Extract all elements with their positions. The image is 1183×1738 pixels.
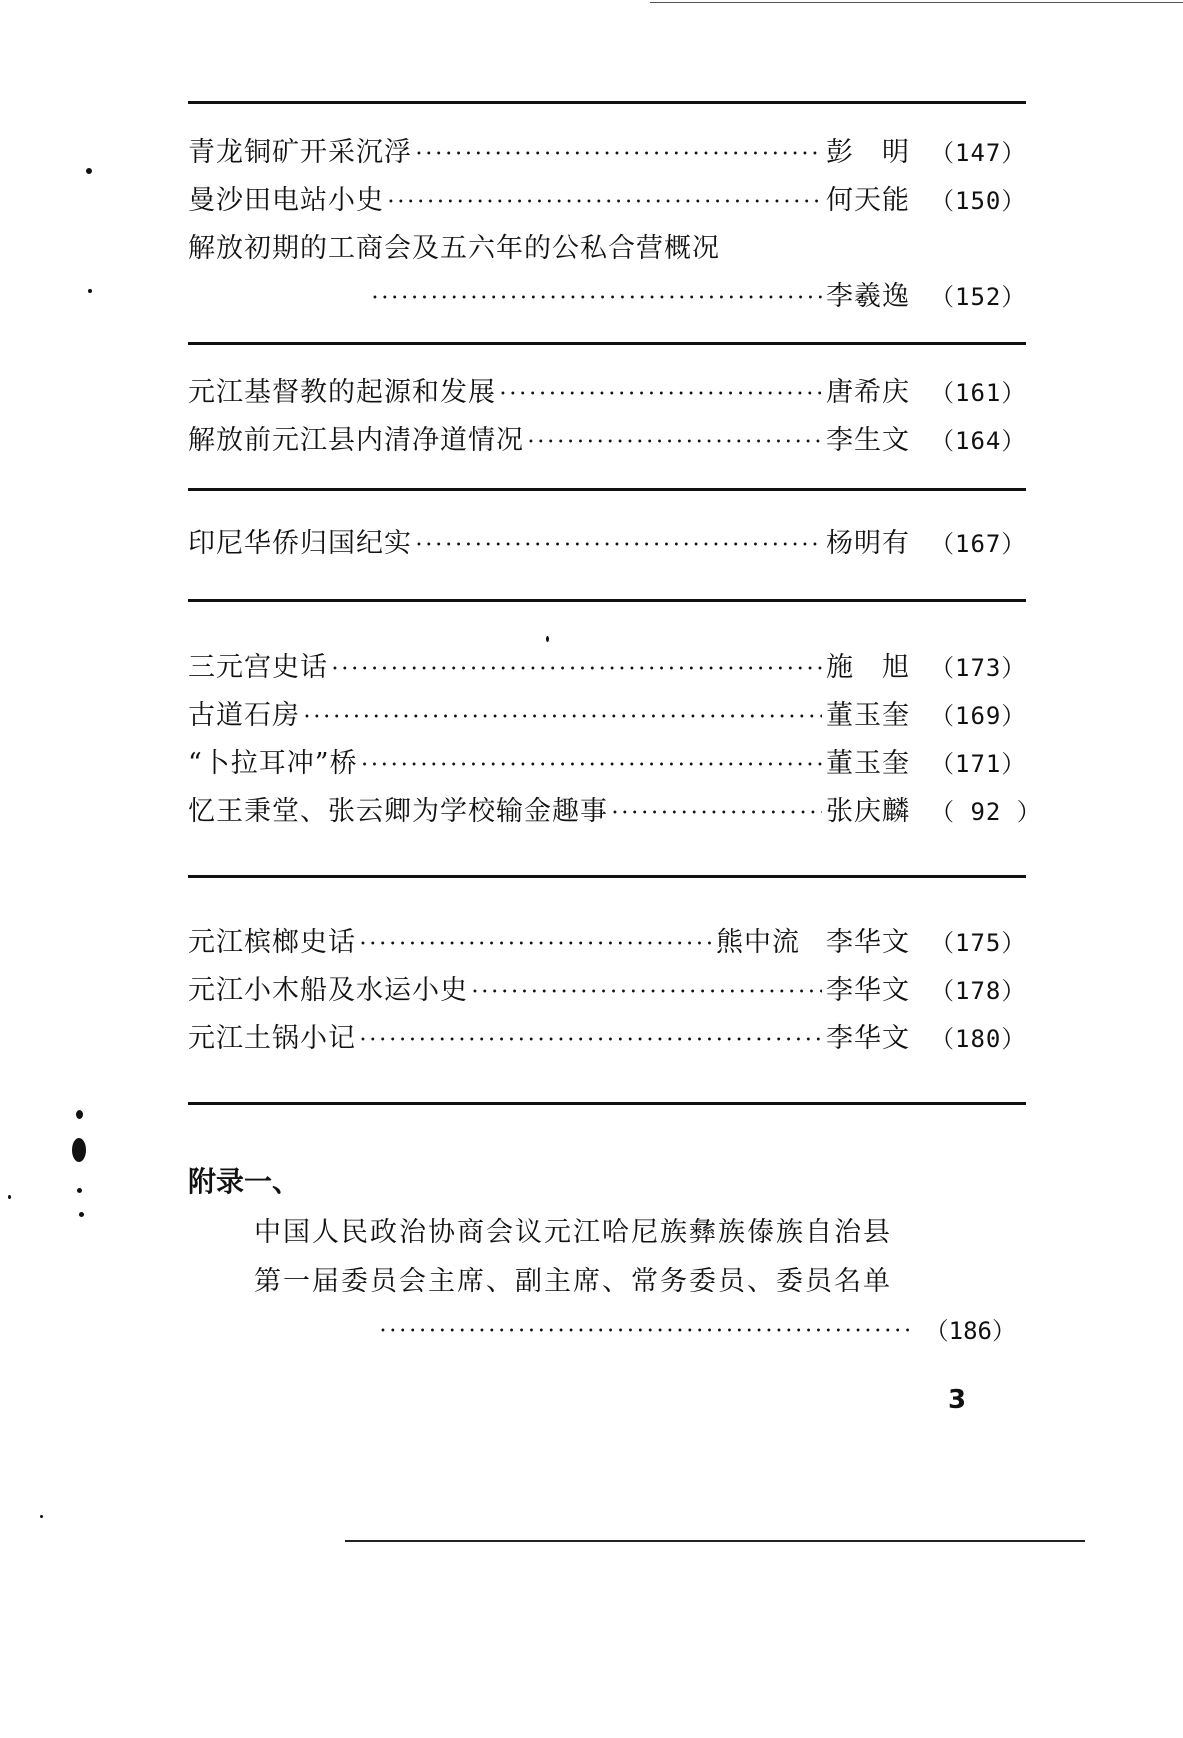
appendix-heading: 附录一、	[188, 1165, 301, 1198]
entry-page: （ 92 ）	[930, 798, 1042, 826]
entry-author: 李华文	[826, 1023, 910, 1054]
scan-speck	[72, 1138, 86, 1162]
section-divider	[188, 342, 1026, 345]
section-divider	[188, 101, 1026, 104]
toc-entry[interactable]	[188, 792, 1042, 832]
scan-speck	[40, 1515, 43, 1518]
entry-author: 张庆麟	[826, 796, 910, 827]
toc-entry[interactable]	[188, 648, 1027, 688]
entry-page: （173）	[930, 654, 1027, 682]
leader-dots	[472, 973, 822, 1013]
entry-title: 印尼华侨归国纪实	[188, 528, 412, 559]
entry-title: 青龙铜矿开采沉浮	[188, 137, 412, 168]
toc-entry[interactable]	[188, 744, 1027, 784]
toc-entry[interactable]	[188, 229, 1016, 269]
section-divider	[188, 599, 1026, 602]
section-divider	[188, 1102, 1026, 1105]
entry-title: 曼沙田电站小史	[188, 185, 384, 216]
entry-page: （161）	[930, 379, 1027, 407]
entry-title: 元江小木船及水运小史	[188, 975, 468, 1006]
scan-speck	[88, 289, 92, 293]
leader-dots	[388, 183, 822, 223]
leader-dots	[362, 746, 822, 786]
leader-dots	[500, 375, 822, 415]
leader-dots	[416, 135, 822, 175]
entry-title: “卜拉耳冲”桥	[188, 748, 358, 779]
toc-entry[interactable]	[188, 524, 1027, 564]
leader-dots	[332, 650, 822, 690]
toc-entry[interactable]	[188, 971, 1027, 1011]
entry-page: （167）	[930, 530, 1027, 558]
entry-title: 元江槟榔史话	[188, 927, 356, 958]
leader-dots	[372, 279, 822, 319]
section-divider	[188, 488, 1026, 491]
scan-speck	[8, 1195, 11, 1199]
entry-author: 彭 明	[826, 137, 910, 168]
entry-page: （150）	[930, 187, 1027, 215]
entry-author: 李羲逸	[826, 281, 910, 312]
toc-entry[interactable]	[188, 923, 1027, 963]
scan-speck	[86, 168, 92, 174]
leader-dots	[380, 1311, 910, 1351]
top-edge-line	[650, 2, 1183, 3]
toc-entry[interactable]	[188, 373, 1027, 413]
entry-title: 元江土锅小记	[188, 1023, 356, 1054]
leader-dots	[360, 1021, 822, 1061]
entry-author: 李生文	[826, 425, 910, 456]
entry-page: （147）	[930, 139, 1027, 167]
entry-title: 元江基督教的起源和发展	[188, 377, 496, 408]
toc-entry[interactable]	[188, 421, 1027, 461]
page-number: 3	[948, 1385, 967, 1415]
scan-speck	[77, 1188, 82, 1193]
entry-page: （152）	[930, 283, 1027, 311]
leader-dots	[360, 925, 712, 965]
entry-page: （178）	[930, 977, 1027, 1005]
entry-page: （180）	[930, 1025, 1027, 1053]
section-divider	[188, 875, 1026, 878]
scan-speck	[79, 1212, 84, 1217]
entry-title: 古道石房	[188, 700, 300, 731]
appendix-title-line[interactable]: 中国人民政治协商会议元江哈尼族彝族傣族自治县	[254, 1217, 892, 1248]
entry-page: （164）	[930, 427, 1027, 455]
entry-author: 施 旭	[826, 652, 910, 683]
entry-author: 何天能	[826, 185, 910, 216]
entry-page: （171）	[930, 750, 1027, 778]
entry-title: 解放前元江县内清净道情况	[188, 425, 524, 456]
entry-author: 杨明有	[826, 528, 910, 559]
leader-dots	[612, 794, 822, 834]
appendix-page: （186）	[924, 1317, 1016, 1345]
entry-title: 解放初期的工商会及五六年的公私合营概况	[188, 233, 720, 264]
scan-speck	[546, 636, 549, 642]
scan-speck	[76, 1110, 83, 1119]
entry-coauthor: 熊中流	[716, 927, 800, 958]
leader-dots	[416, 526, 822, 566]
toc-entry[interactable]	[188, 181, 1027, 221]
entry-author: 李华文	[826, 975, 910, 1006]
toc-entry[interactable]	[188, 133, 1027, 173]
entry-author: 董玉奎	[826, 700, 910, 731]
entry-page: （175）	[930, 929, 1027, 957]
appendix-title-line[interactable]: 第一届委员会主席、副主席、常务委员、委员名单	[254, 1266, 892, 1297]
bottom-edge-line	[345, 1540, 1085, 1542]
toc-entry-continuation[interactable]	[368, 277, 1027, 317]
entry-title: 忆王秉堂、张云卿为学校输金趣事	[188, 796, 608, 827]
entry-author: 唐希庆	[826, 377, 910, 408]
entry-page: （169）	[930, 702, 1027, 730]
toc-entry[interactable]	[188, 696, 1027, 736]
entry-author: 李华文	[826, 927, 910, 958]
toc-entry[interactable]	[188, 1019, 1027, 1059]
leader-dots	[528, 423, 822, 463]
entry-title: 三元宫史话	[188, 652, 328, 683]
entry-author: 董玉奎	[826, 748, 910, 779]
leader-dots	[304, 698, 822, 738]
